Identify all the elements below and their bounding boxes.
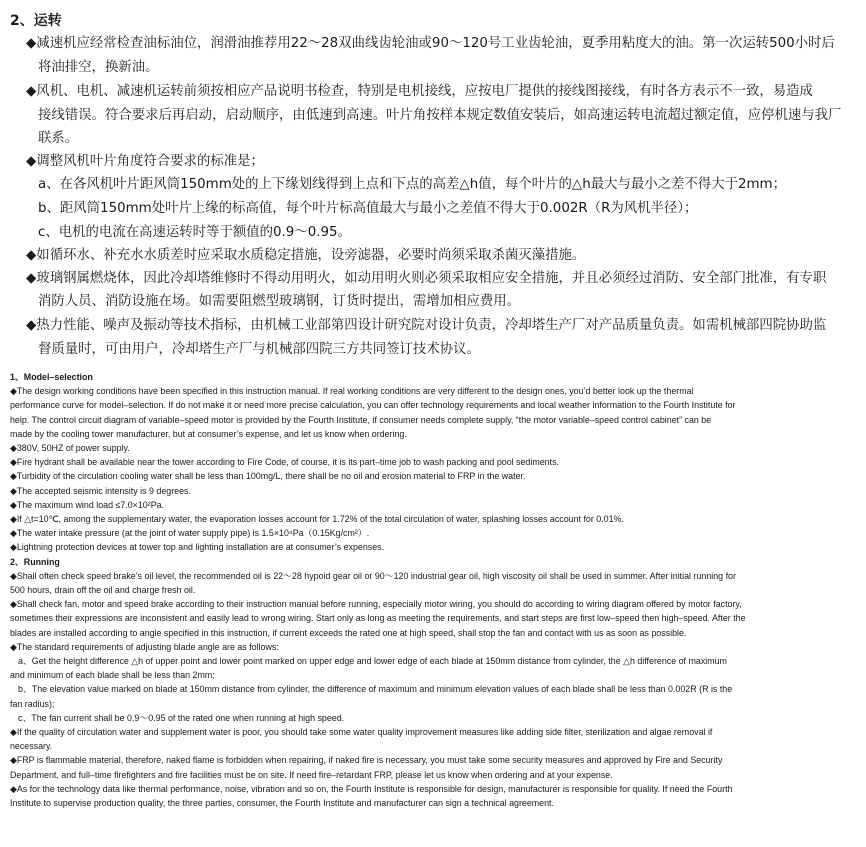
en-line: ◆Turbidity of the circulation cooling water shall be less than 100mg/L, there shall be no oil and erosion material to FRP in the water. (10, 471, 526, 482)
en-line: c、The fan current shall be 0.9～0.95 of the rated one when running at high speed. (18, 712, 345, 723)
zh-line: ◆调整风机叶片角度符合要求的标准是； (26, 154, 264, 169)
en-line: blades are installed according to angle specified in this instruction, if current exceeds the rated one at high speed, shall stop the fan and contact with us as soon as possible. (10, 627, 687, 638)
zh-line: b、距风筒150mm处叶片上缘的标高值，每个叶片标高值最大与最小之差值不得大于0.002R（R为风机半径）； (38, 201, 698, 216)
en-line: 500 hours, drain off the oil and charge fresh oil. (10, 585, 196, 595)
section-heading-running-zh: 2、运转 (10, 13, 62, 29)
en-line: fan radius); (10, 698, 55, 709)
zh-line: 接线错误。符合要求后再启动，启动顺序，由低速到高速。叶片角按样本规定数值安装后，如高速运转电流超过额定值，应停机速与我厂 (38, 108, 842, 123)
en-line: ◆FRP is flammable material, therefore, naked flame is forbidden when repairing, if naked fire is necessary, you must take some security measures and approved by Fire and Security (10, 755, 723, 766)
en-line: ◆If the quality of circulation water and supplement water is poor, you should take some water quality improvement measures like adding side filter, sterilization and algae removal if (10, 727, 713, 737)
zh-line: a、在各风机叶片距风筒150mm处的上下缘划线得到上点和下点的高差△h值，每个叶片的△h最大与最小之差不得大于2mm； (38, 177, 786, 192)
en-line: performance curve for model–selection. If do not make it or need more precise calculation, you can offer technology requirements and local weather information to the Fourth Institute for (10, 400, 736, 411)
en-line: ◆If △t=10℃, among the supplementary water, the evaporation losses account for 1.72% of the total circulation of water, splashing losses account for 0.01%. (10, 514, 624, 524)
zh-line: ◆玻璃钢属燃烧体，因此冷却塔维修时不得动用明火，如动用明火则必须采取相应安全措施，并且必须经过消防、安全部门批准，有专职 (26, 271, 827, 286)
zh-line: ◆如循环水、补充水水质差时应采取水质稳定措施，设旁滤器，必要时尚须采取杀菌灭藻措施。 (26, 248, 586, 263)
zh-line: ◆热力性能、噪声及振动等技术指标，由机械工业部第四设计研究院对设计负责，冷却塔生产厂对产品质量负责。如需机械部四院协助监 (26, 318, 827, 333)
zh-line: ◆风机、电机、减速机运转前须按相应产品说明书检查，特别是电机接线，应按电厂提供的接线图接线，有时各方表示不一致，易造成 (26, 84, 813, 99)
en-line: ◆The design working conditions have been specified in this instruction manual. If real working conditions are very different to the design ones, you’d better look up the thermal (10, 386, 694, 397)
en-line: help. The control circuit diagram of variable–speed motor is provided by the Fourth Institute, if consumer needs complete supply, “the motor variable–speed control cabinet” can be (10, 414, 712, 425)
en-line: ◆The standard requirements of adjusting blade angle are as follows: (10, 641, 279, 652)
en-line: a、Get the height difference △h of upper point and lower point marked on upper edge and lower edge of each blade at 150mm distance from cylinder, the △h difference of maximum (18, 656, 727, 666)
en-line: ◆The maximum wind load ≤7.0×10²Pa. (10, 499, 165, 510)
en-line: Department, and full–time firefighters and fire facilities must be on site. If need fire–retardant FRP, please let us know when ordering and at your expense. (10, 769, 613, 780)
en-line: ◆Fire hydrant shall be available near the tower according to Fire Code, of course, it is its part–time job to wash packing and pool sediments. (10, 457, 559, 468)
section-heading-running-en: 2、Running (10, 556, 60, 567)
en-line: ◆As for the technology data like thermal performance, noise, vibration and so on, the Fourth Institute is responsible for design, manufacturer is responsible for quality. If need the Fourth (10, 783, 733, 794)
en-line: ◆Lightning protection devices at tower top and lighting installation are at consumer’s expenses. (10, 542, 385, 553)
section-heading-model-selection: 1、Model–selection (10, 372, 93, 382)
en-line: ◆380V, 50HZ of power supply. (10, 443, 130, 453)
en-line: b、The elevation value marked on blade at 150mm distance from cylinder, the difference of maximum and minimum elevation values of each blade shall be less than 0.002R (R is the (18, 684, 733, 695)
en-line: made by the cooling tower manufacturer, but at consumer’s expense, and let us know when ordering. (10, 428, 407, 439)
en-line: Institute to supervise production quality, the three parties, consumer, the Fourth Institute and manufacturer can sign a technical agreement. (10, 798, 554, 808)
en-line: ◆Shall check fan, motor and speed brake according to their instruction manual before running, especially motor wiring, you should do according to wiring diagram offered by motor factory, (10, 599, 742, 610)
zh-line: 消防人员、消防设施在场。如需要阻燃型玻璃钢，订货时提出，需增加相应费用。 (38, 294, 521, 309)
zh-line: 将油排空，换新油。 (38, 60, 159, 75)
zh-line: c、电机的电流在高速运转时等于额值的0.9～0.95。 (38, 225, 351, 240)
zh-line: 联系。 (38, 131, 79, 146)
en-line: ◆The water intake pressure (at the joint of water supply pipe) is 1.5×10⁴Pa（0.15Kg/cm²）. (10, 528, 370, 539)
en-line: ◆The accepted seismic intensity is 9 degrees. (10, 485, 191, 496)
en-line: ◆Shall often check speed brake’s oil level, the recommended oil is 22～28 hypoid gear oil or 90～120 industrial gear oil, high viscosity oil shall be used in summer. After initial running for (10, 570, 736, 581)
en-line: sometimes their expressions are inconsistent and easily lead to wrong wiring. Start only as long as meeting the requirements, and start steps are first low–speed then high–speed. After the (10, 613, 746, 624)
en-line: and minimum of each blade shall be less than 2mm; (10, 670, 215, 681)
en-line: necessary. (10, 741, 53, 752)
zh-line: 督质量时，可由用户，冷却塔生产厂与机械部四院三方共同签订技术协议。 (38, 342, 480, 357)
zh-line: ◆减速机应经常检查油标油位，润滑油推荐用22～28双曲线齿轮油或90～120号工业齿轮油，夏季用粘度大的油。第一次运转500小时后 (26, 36, 835, 51)
